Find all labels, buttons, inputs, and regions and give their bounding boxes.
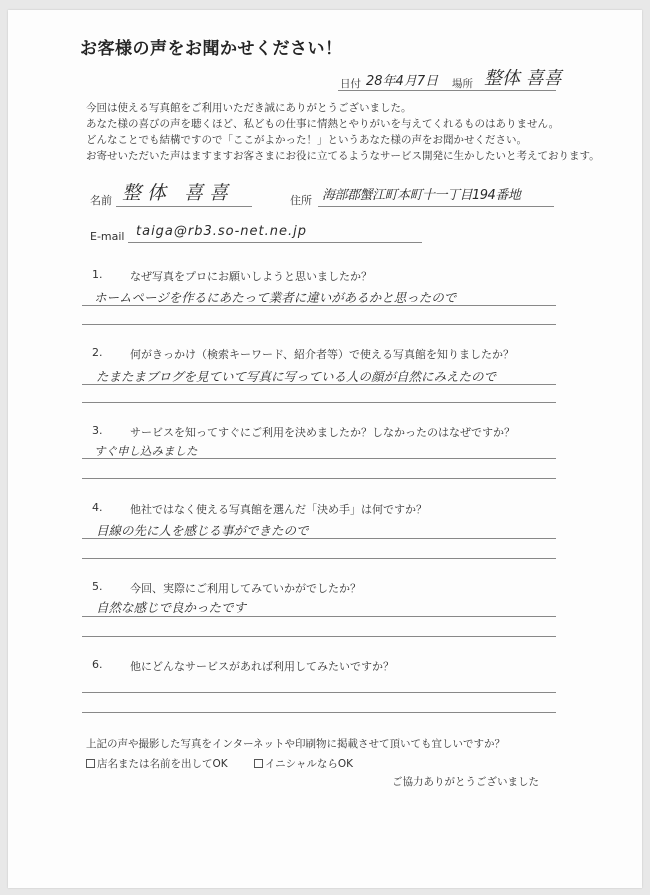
date-label: 日付	[340, 78, 361, 90]
question-4-text: 他社ではなく使える写真館を選んだ「決め手」は何ですか？	[130, 503, 427, 516]
name-value: 整体 喜喜	[122, 182, 235, 204]
question-5-answer: 自然な感じで良かったです	[96, 600, 247, 615]
address-underline	[318, 206, 554, 207]
email-underline	[128, 242, 422, 243]
answer-line	[82, 558, 556, 559]
checkbox[interactable]	[86, 759, 95, 768]
email-value: taiga@rb3.so-net.ne.jp	[136, 224, 308, 239]
question-1-answer: ホームページを作るにあたって業者に違いがあるかと思ったので	[94, 290, 457, 305]
answer-line	[82, 636, 556, 637]
answer-line	[82, 305, 556, 306]
answer-line	[82, 692, 556, 693]
question-2-answer: たまたまブログを見ていて写真に写っている人の顔が自然にみえたので	[96, 369, 497, 384]
question-1-number: 1.	[92, 268, 103, 281]
question-6-text: 他にどんなサービスがあれば利用してみたいですか？	[130, 660, 394, 673]
question-3-text: サービスを知ってすぐにご利用を決めましたか？しなかったのはなぜですか？	[130, 426, 515, 439]
question-3-answer: すぐ申し込みました	[94, 444, 198, 458]
intro-line-1: 今回は使える写真館をご利用いただき誠にありがとうございました。	[86, 102, 412, 114]
answer-line	[82, 616, 556, 617]
consent-option-2[interactable]	[254, 756, 353, 771]
question-5-number: 5.	[92, 580, 103, 593]
answer-line	[82, 402, 556, 403]
date-place-underline	[338, 90, 556, 91]
address-label: 住所	[290, 194, 312, 207]
date-value: 28年4月7日	[366, 74, 439, 89]
address-value: 海部郡蟹江町本町十一丁目194番地	[322, 188, 521, 203]
name-label: 名前	[90, 194, 112, 207]
question-5-text: 今回、実際にご利用してみていかがでしたか？	[130, 582, 361, 595]
place-value: 整体 喜喜	[484, 68, 562, 89]
intro-line-3: どんなことでも結構ですので「ここがよかった！」というあなた様の声をお聞かせください。	[86, 134, 527, 146]
email-label: E-mail	[90, 230, 125, 243]
place-label: 場所	[452, 78, 473, 90]
answer-line	[82, 384, 556, 385]
intro-line-2: あなた様の喜びの声を聴くほど、私どもの仕事に情熱とやりがいを与えてくれるものはありません。	[86, 118, 560, 130]
checkbox[interactable]	[254, 759, 263, 768]
name-underline	[116, 206, 252, 207]
consent-option-2-label: イニシャルならOK	[265, 758, 354, 770]
answer-line	[82, 458, 556, 459]
question-3-number: 3.	[92, 424, 103, 437]
question-4-answer: 目線の先に人を感じる事ができたので	[96, 523, 309, 538]
question-1-text: なぜ写真をプロにお願いしようと思いましたか？	[130, 270, 372, 283]
consent-option-1-label: 店名または名前を出してOK	[97, 758, 228, 770]
question-2-text: 何がきっかけ（検索キーワード、紹介者等）で使える写真館を知りましたか？	[130, 348, 515, 361]
consent-option-1[interactable]	[86, 756, 228, 771]
intro-line-4: お寄せいただいた声はますますお客さまにお役に立てるようなサービス開発に生かしたいと考えております。	[86, 150, 600, 162]
consent-question: 上記の声や撮影した写真をインターネットや印刷物に掲載させて頂いても宜しいですか？	[86, 738, 506, 750]
form-title: お客様の声をお聞かせください！	[80, 39, 343, 59]
question-6-number: 6.	[92, 658, 103, 671]
answer-line	[82, 478, 556, 479]
answer-line	[82, 324, 556, 325]
answer-line	[82, 712, 556, 713]
question-4-number: 4.	[92, 501, 103, 514]
thanks-message: ご協力ありがとうございました	[392, 776, 539, 788]
question-2-number: 2.	[92, 346, 103, 359]
answer-line	[82, 538, 556, 539]
